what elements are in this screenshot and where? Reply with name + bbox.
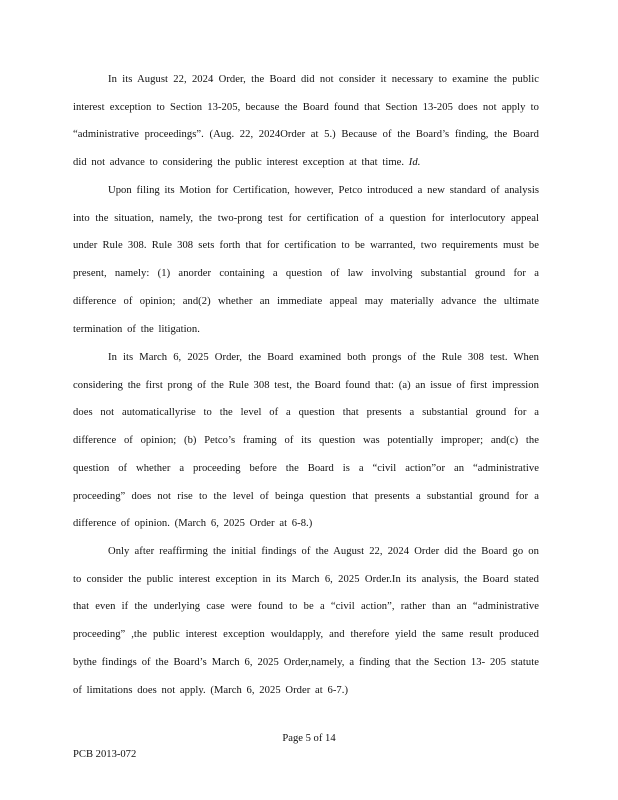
paragraph-2: Upon filing its Motion for Certification, however, Petco introduced a new standard of analysis into the situation, namely, the two-prong test for certification of a question for interlocutory appeal under Rule 308. Rule 308 sets forth that for certification to be warranted, two requirements must be present, namely: (1) anorder containing a question of law involving substantial ground for a difference of opinion; and(2) whether an immediate appeal may materially advance the ultimate termination of the litigation. (73, 185, 539, 335)
paragraph-3: In its March 6, 2025 Order, the Board examined both prongs of the Rule 308 test. When considering the first prong of the Rule 308 test, the Board found that: (a) an issue of first impression does not automaticallyrise to the level of a question that presents a substantial ground for a difference of opinion; (b) Petco’s framing of its question was potentially improper; and(c) the question of whether a proceeding before the Board is a “civil action”or an “administrative proceeding” does not rise to the level of beinga question that presents a substantial ground for a difference of opinion. (March 6, 2025 Order at 6-8.) (73, 352, 539, 530)
paragraph-1-citation: Id. (408, 157, 421, 169)
paragraph-1-text: In its August 22, 2024 Order, the Board did not consider it necessary to examine the public interest exception to Section 13-205, because the Board found that Section 13-205 does not apply to “administrative proceedings”. (Aug. 22, 2024Order at 5.) Because of the Board’s finding, the Board did not advance to considering the public interest exception at that time. (73, 74, 539, 169)
page-number: Page 5 of 14 (282, 733, 336, 744)
paragraph-1 (73, 66, 539, 177)
case-number: PCB 2013-072 (73, 749, 137, 760)
paragraph-4: Only after reaffirming the initial findings of the August 22, 2024 Order did the Board go on to consider the public interest exception in its March 6, 2025 Order.In its analysis, the Board stated that even if the underlying case were found to be a “civil action”, rather than an “administrative proceeding” ,the public interest exception wouldapply, and therefore yield the same result produced bythe findings of the Board’s March 6, 2025 Order,namely, a finding that the Section 13- 205 statute of limitations does not apply. (March 6, 2025 Order at 6-7.) (73, 546, 539, 696)
